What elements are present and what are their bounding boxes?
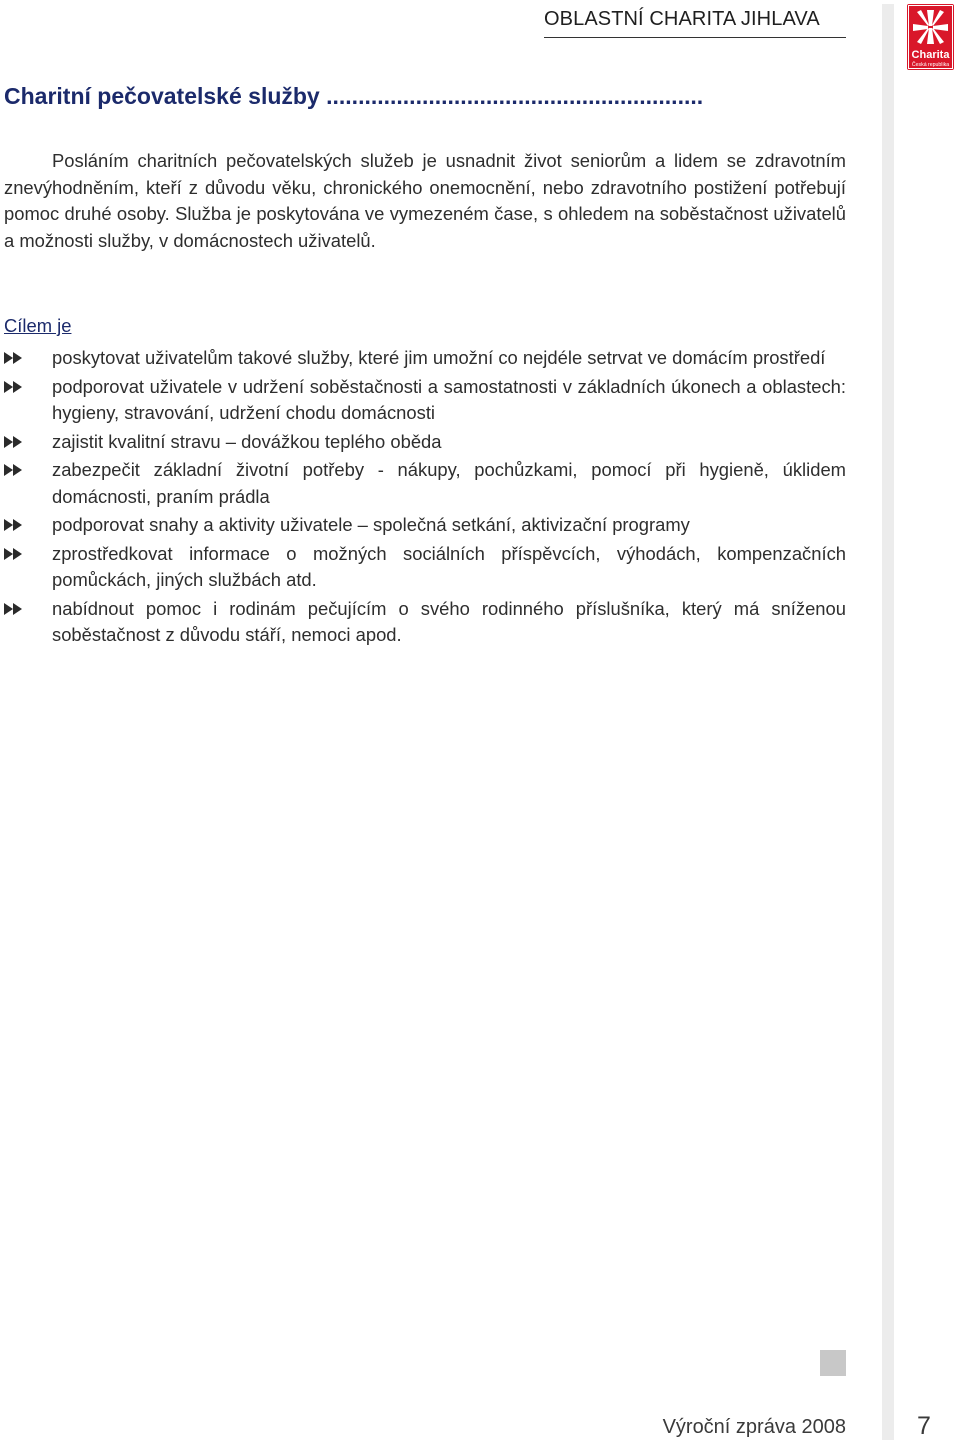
double-triangle-bullet-icon [4,464,24,476]
intro-paragraph: Posláním charitních pečovatelských služeb je usnadnit život seniorům a lidem se zdravotním znevýhodněním, kteří z důvodu věku, chronického onemocnění, nebo zdravotního postižení potřebují pomoc druhé osoby. Služba je poskytována ve vymezeném čase, s ohledem na soběstačnost uživatelů a možnosti služby, v domácnostech uživatelů. [4,150,846,251]
goal-text: zajistit kvalitní stravu – dovážkou teplého oběda [52,430,442,452]
goals-list [4,345,846,651]
list-item [4,512,846,539]
double-triangle-bullet-icon [4,519,24,531]
double-triangle-bullet-icon [4,381,24,393]
page-title: Charitní pečovatelské služby ........................................................... [4,83,704,109]
logo-subtext: Česká republika [911,62,950,68]
double-triangle-bullet-icon [4,436,24,448]
charita-logo [907,4,954,70]
goal-text: nabídnout pomoc i rodinám pečujícím o svého rodinného příslušníka, který má sníženou soběstačnost z důvodu stáří, nemoci apod. [52,597,846,645]
list-item [4,457,846,510]
header-organization: OBLASTNÍ CHARITA JIHLAVA [544,8,846,38]
goals-heading: Cílem je [4,315,72,336]
goal-text: podporovat snahy a aktivity uživatele – společná setkání, aktivizační programy [52,514,690,535]
footer-report-title: Výroční zpráva 2008 [662,1416,846,1438]
side-margin-bar [882,4,894,1440]
list-item [4,374,846,427]
double-triangle-bullet-icon [4,352,24,364]
goal-text: poskytovat uživatelům takové služby, které jim umožní co nejdéle setrvat ve domácím prostředí [52,347,826,368]
list-item [4,345,846,372]
goal-text: podporovat uživatele v udržení soběstačnosti a samostatnosti v základních úkonech a oblastech: hygieny, stravování, udržení chodu domácnosti [52,375,846,423]
double-triangle-bullet-icon [4,548,24,560]
list-item [4,596,846,649]
goal-text: zabezpečit základní životní potřeby - nákupy, pochůzkami, pomocí při hygieně, úklidem domácnosti, praním prádla [52,459,846,507]
page-number: 7 [917,1412,931,1440]
goal-text: zprostředkovat informace o možných sociálních příspěvcích, výhodách, kompenzačních pomůckách, jiných službách atd. [52,542,846,590]
double-triangle-bullet-icon [4,603,24,615]
decorative-square [820,1350,846,1376]
list-item [4,429,846,456]
logo-text: Charita [911,49,950,61]
list-item [4,541,846,594]
